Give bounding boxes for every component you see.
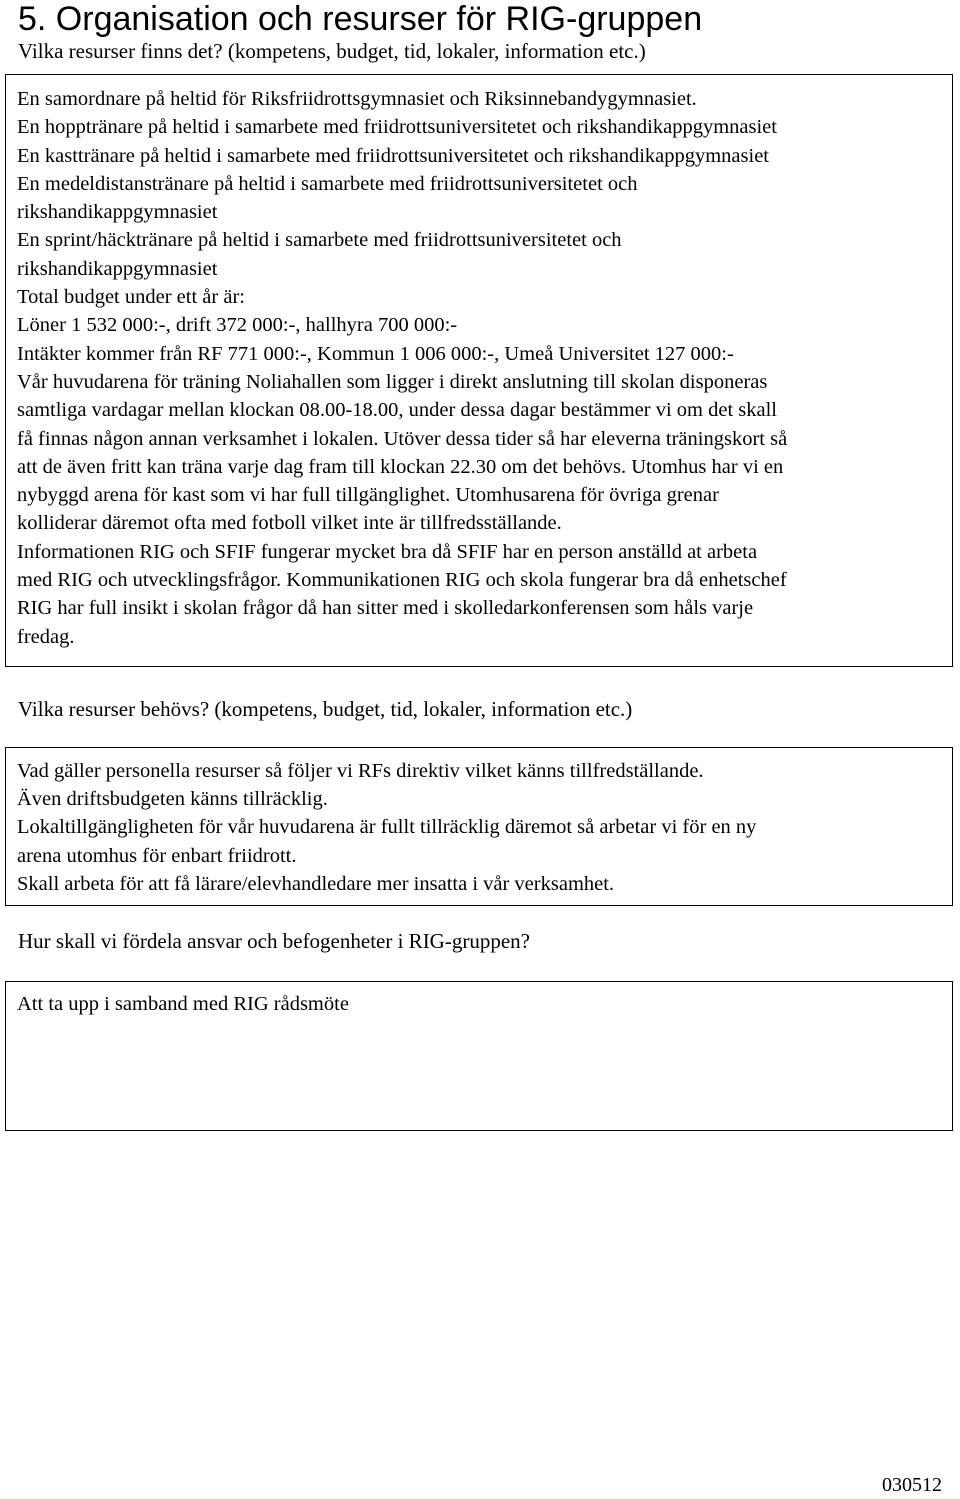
- answer-line: arena utomhus för enbart friidrott.: [17, 844, 297, 867]
- answer-line: Intäkter kommer från RF 771 000:-, Kommun 1 006 000:-, Umeå Universitet 127 000:-: [17, 342, 734, 365]
- question-resources-needed: Vilka resurser behövs? (kompetens, budget, tid, lokaler, information etc.): [18, 697, 633, 721]
- answer-box-resources-available: [5, 74, 953, 667]
- answer-line: Skall arbeta för att få lärare/elevhandledare mer insatta i vår verksamhet.: [17, 872, 615, 895]
- answer-line: Vår huvudarena för träning Noliahallen som ligger i direkt anslutning till skolan disponeras: [17, 370, 768, 393]
- answer-line: RIG har full insikt i skolan frågor då han sitter med i skolledarkonferensen som håls varje: [17, 597, 754, 620]
- answer-box-responsibility: [5, 981, 953, 1131]
- section-heading: 5. Organisation och resurser för RIG-gruppen: [18, 0, 703, 38]
- question-resources-available: Vilka resurser finns det? (kompetens, budget, tid, lokaler, information etc.): [18, 39, 646, 63]
- answer-line: Total budget under ett år är:: [17, 286, 245, 309]
- answer-line: fredag.: [17, 625, 75, 648]
- answer-line: En kasttränare på heltid i samarbete med friidrottsuniversitetet och rikshandikappgymnasiet: [17, 144, 770, 167]
- answer-line: Informationen RIG och SFIF fungerar mycket bra då SFIF har en person anställd at arbeta: [17, 540, 758, 563]
- answer-line: samtliga vardagar mellan klockan 08.00-18.00, under dessa dagar bestämmer vi om det skall: [17, 399, 777, 422]
- answer-line: En hopptränare på heltid i samarbete med friidrottsuniversitetet och rikshandikappgymnasiet: [17, 116, 777, 139]
- answer-line: att de även fritt kan träna varje dag fram till klockan 22.30 om det behövs. Utomhus har vi en: [17, 455, 784, 478]
- answer-box-resources-needed: [5, 747, 953, 906]
- question-responsibility: Hur skall vi fördela ansvar och befogenheter i RIG-gruppen?: [18, 929, 530, 953]
- answer-line: med RIG och utvecklingsfrågor. Kommunikationen RIG och skola fungerar bra då enhetschef: [17, 569, 787, 592]
- answer-line: få finnas någon annan verksamhet i lokalen. Utöver dessa tider så har eleverna träningskort så: [17, 427, 788, 450]
- answer-line: En samordnare på heltid för Riksfriidrottsgymnasiet och Riksinnebandygymnasiet.: [17, 88, 697, 110]
- answer-line: En sprint/häcktränare på heltid i samarbete med friidrottsuniversitetet och: [17, 229, 622, 252]
- answer-line: Löner 1 532 000:-, drift 372 000:-, hallhyra 700 000:-: [17, 314, 458, 337]
- answer-line: En medeldistanstränare på heltid i samarbete med friidrottsuniversitetet och: [17, 172, 638, 195]
- answer-line: Att ta upp i samband med RIG rådsmöte: [17, 993, 349, 1015]
- answer-line: kolliderar däremot ofta med fotboll vilket inte är tillfredsställande.: [17, 512, 562, 535]
- answer-line: rikshandikappgymnasiet: [17, 201, 218, 224]
- answer-line: Även driftsbudgeten känns tillräcklig.: [17, 788, 328, 811]
- answer-line: Lokaltillgängligheten för vår huvudarena är fullt tillräcklig däremot så arbetar vi för en ny: [17, 816, 757, 839]
- answer-line: rikshandikappgymnasiet: [17, 257, 218, 280]
- footer-doc-code: 030512: [882, 1474, 942, 1496]
- answer-line: nybyggd arena för kast som vi har full tillgänglighet. Utomhusarena för övriga grenar: [17, 484, 719, 507]
- answer-line: Vad gäller personella resurser så följer vi RFs direktiv vilket känns tillfredställande.: [17, 760, 704, 782]
